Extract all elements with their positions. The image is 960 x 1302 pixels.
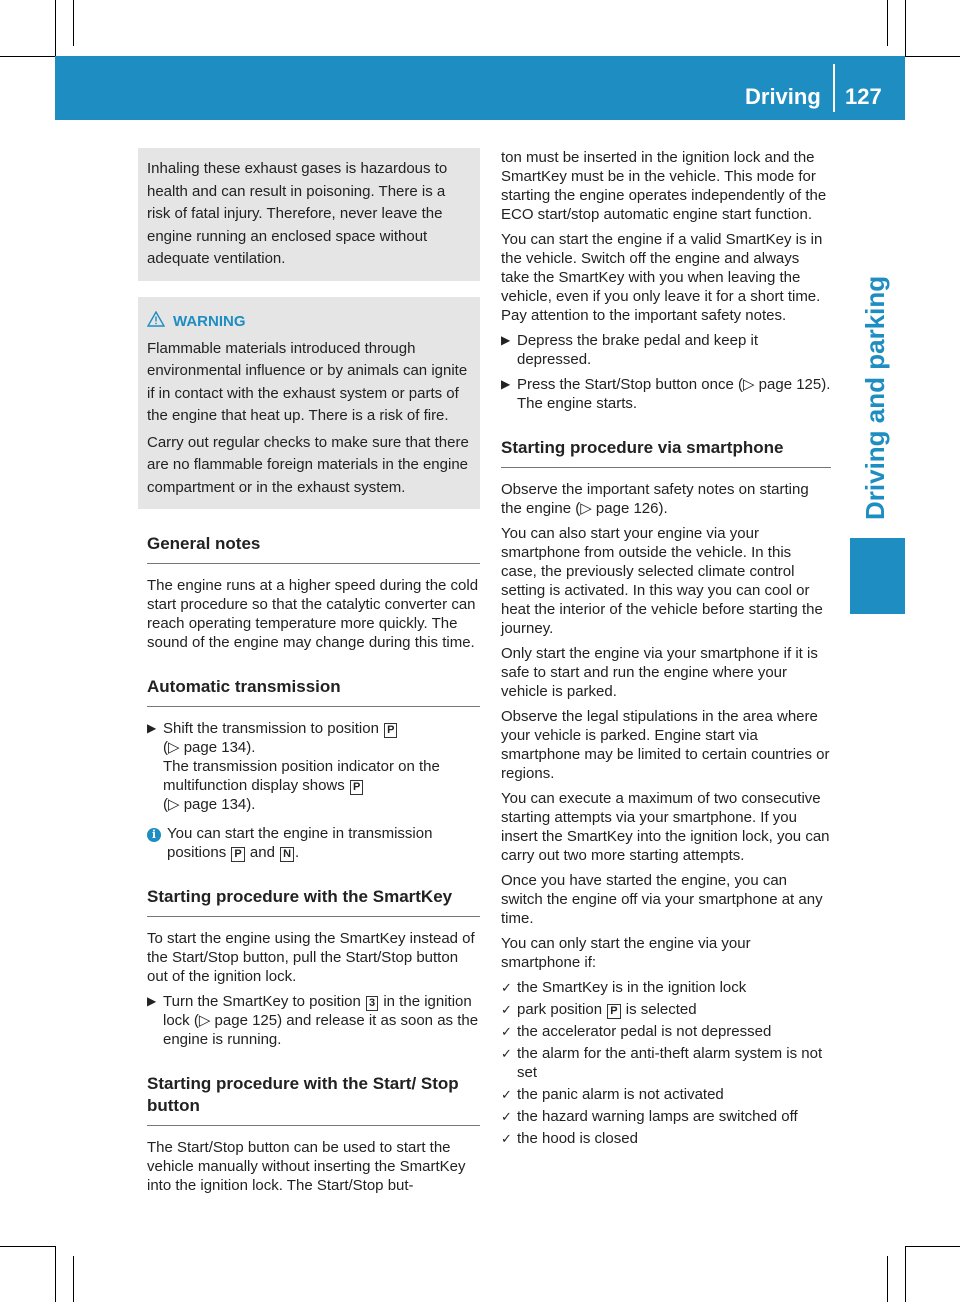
page-header xyxy=(55,56,905,120)
list-item-text: the accelerator pedal is not depressed xyxy=(517,1023,772,1040)
smartkey-heading: Starting procedure with the SmartKey xyxy=(147,886,480,917)
step-text-cont: in the ignition lock (▷ page 125) and release it as soon as the engine is running. xyxy=(163,993,479,1048)
bullet-icon: ✓ xyxy=(501,980,512,995)
key-p-icon: P xyxy=(607,1004,620,1019)
key-p-icon: P xyxy=(231,847,244,862)
key-3-icon: 3 xyxy=(366,996,378,1011)
step-text: Shift the transmission to position xyxy=(163,720,379,737)
general-notes-text: The engine runs at a higher speed during the cold start procedure so that the catalytic converter can reach operating temperature more quickly. The sound of the engine may change during this time. xyxy=(147,577,479,651)
page-number: 127 xyxy=(845,84,882,109)
step-arrow-icon: ▶ xyxy=(501,377,511,391)
smartphone-text-4: Observe the legal stipulations in the area where your vehicle is parked. Engine start via smartphone may be limited to certain countries or regions. xyxy=(501,708,830,782)
smartphone-text-2: You can also start your engine via your smartphone from outside the vehicle. In this case, the previously selected climate control setting is activated. In this way you can cool or heat the interior of the vehicle before starting the journey. xyxy=(501,525,823,637)
warning-triangle-icon xyxy=(147,311,165,332)
crop-mark xyxy=(0,1246,55,1247)
section-smartphone xyxy=(501,437,831,468)
chapter-tab-label: Driving and parking xyxy=(860,275,890,520)
step-result: The transmission position indicator on the multifunction display shows xyxy=(163,758,440,794)
page-ref-link[interactable]: (▷ page 134). xyxy=(163,796,256,813)
list-item-text: the SmartKey is in the ignition lock xyxy=(517,979,747,996)
crop-mark xyxy=(55,1246,56,1302)
instruction-step xyxy=(501,375,831,413)
left-column xyxy=(147,148,480,1201)
info-icon: i xyxy=(147,828,161,842)
bullet-icon: ✓ xyxy=(501,1046,512,1061)
instruction-step xyxy=(501,331,831,369)
list-item xyxy=(501,1085,831,1104)
list-item xyxy=(501,978,831,997)
bullet-icon: ✓ xyxy=(501,1024,512,1039)
section-start-stop xyxy=(147,1073,480,1126)
info-and: and xyxy=(249,844,275,861)
smartphone-text-1: Observe the important safety notes on starting the engine (▷ page 126). xyxy=(501,481,809,517)
right-column xyxy=(501,148,831,1151)
section-general-notes xyxy=(147,533,480,564)
key-n-icon: N xyxy=(280,847,294,862)
crop-mark xyxy=(887,1256,888,1302)
chapter-marker xyxy=(850,538,905,614)
bullet-icon: ✓ xyxy=(501,1087,512,1102)
warning-text-2: Carry out regular checks to make sure that there are no flammable foreign materials in the engine compartment or in the exhaust system. xyxy=(147,433,469,496)
crop-mark xyxy=(73,0,74,46)
step-text: Turn the SmartKey to position xyxy=(163,993,361,1010)
list-item-text: park position xyxy=(517,1001,603,1018)
list-item-text: the panic alarm is not activated xyxy=(517,1086,724,1103)
list-item xyxy=(501,1022,831,1041)
bullet-icon: ✓ xyxy=(501,1109,512,1124)
step-arrow-icon: ▶ xyxy=(501,333,511,347)
step-text: Depress the brake pedal and keep it depressed. xyxy=(517,332,758,368)
smartkey-valid-text: You can start the engine if a valid SmartKey is in the vehicle. Switch off the engine and always take the SmartKey with you when leaving the vehicle, even if you only leave it for a short time. Pay attention to the important safety notes. xyxy=(501,231,823,324)
start-stop-text-cont: ton must be inserted in the ignition lock and the SmartKey must be in the vehicle. This mode for starting the engine operates independently of the ECO start/stop automatic engine start function. xyxy=(501,149,827,223)
crop-mark xyxy=(73,1256,74,1302)
list-item-text: the hood is closed xyxy=(517,1130,638,1147)
crop-mark xyxy=(905,1246,906,1302)
smartphone-text-5: You can execute a maximum of two consecutive starting attempts via your smartphone. If you insert the SmartKey into the ignition lock, you can carry out two more starting attempts. xyxy=(501,790,830,864)
chapter-tab xyxy=(850,120,905,530)
list-item-text: the hazard warning lamps are switched off xyxy=(517,1108,798,1125)
section-smartkey xyxy=(147,886,480,917)
list-item xyxy=(501,1044,831,1082)
list-item xyxy=(501,1107,831,1126)
warning-heading xyxy=(147,311,471,332)
key-p-icon: P xyxy=(350,780,363,795)
section-automatic-transmission xyxy=(147,676,480,707)
crop-mark xyxy=(887,0,888,46)
crop-mark xyxy=(905,1246,960,1247)
automatic-transmission-heading: Automatic transmission xyxy=(147,676,480,707)
smartphone-text-3: Only start the engine via your smartphone if it is safe to start and run the engine where your vehicle is parked. xyxy=(501,645,818,700)
instruction-step xyxy=(147,719,480,814)
crop-mark xyxy=(905,56,960,57)
general-notes-heading: General notes xyxy=(147,533,480,564)
step-result: The engine starts. xyxy=(517,395,638,412)
warning-box xyxy=(138,297,480,510)
key-p-icon: P xyxy=(384,723,397,738)
smartkey-text: To start the engine using the SmartKey instead of the Start/Stop button, pull the Start/Stop button out of the ignition lock. xyxy=(147,930,475,985)
list-item xyxy=(501,1129,831,1148)
step-text: Press the Start/Stop button once (▷ page 125). xyxy=(517,376,831,393)
warning-text-1: Flammable materials introduced through environmental influence or by animals can ignite if in contact with the exhaust system or parts of the engine that heat up. There is a risk of fire. xyxy=(147,339,468,424)
info-note xyxy=(147,824,480,862)
info-end: . xyxy=(295,844,300,861)
warning-title: WARNING xyxy=(173,312,246,330)
crop-mark xyxy=(905,0,906,56)
step-arrow-icon: ▶ xyxy=(147,721,157,735)
bullet-icon: ✓ xyxy=(501,1131,512,1146)
bullet-icon: ✓ xyxy=(501,1002,512,1017)
crop-mark xyxy=(0,56,55,57)
step-arrow-icon: ▶ xyxy=(147,994,157,1008)
section-title: Driving xyxy=(745,84,821,109)
hazard-text: Inhaling these exhaust gases is hazardous to health and can result in poisoning. There is a risk of fatal injury. Therefore, never leave the engine running an enclosed space without adequate ventilation. xyxy=(147,160,448,267)
list-item xyxy=(501,1000,831,1019)
info-text: You can start the engine in transmission positions xyxy=(167,825,433,861)
smartphone-text-7: You can only start the engine via your smartphone if: xyxy=(501,935,751,971)
crop-mark xyxy=(55,0,56,56)
instruction-step xyxy=(147,992,480,1049)
header-divider xyxy=(833,64,835,112)
list-item-text-end: is selected xyxy=(625,1001,697,1018)
smartphone-heading: Starting procedure via smartphone xyxy=(501,437,831,468)
smartphone-text-6: Once you have started the engine, you can switch the engine off via your smartphone at any time. xyxy=(501,872,823,927)
start-stop-text: The Start/Stop button can be used to start the vehicle manually without inserting the SmartKey into the ignition lock. The Start/Stop but- xyxy=(147,1139,466,1194)
hazard-box xyxy=(138,148,480,281)
start-stop-heading: Starting procedure with the Start/ Stop button xyxy=(147,1073,480,1126)
list-item-text: the alarm for the anti-theft alarm system is not set xyxy=(517,1045,823,1081)
page-ref-link[interactable]: (▷ page 134). xyxy=(163,739,256,756)
